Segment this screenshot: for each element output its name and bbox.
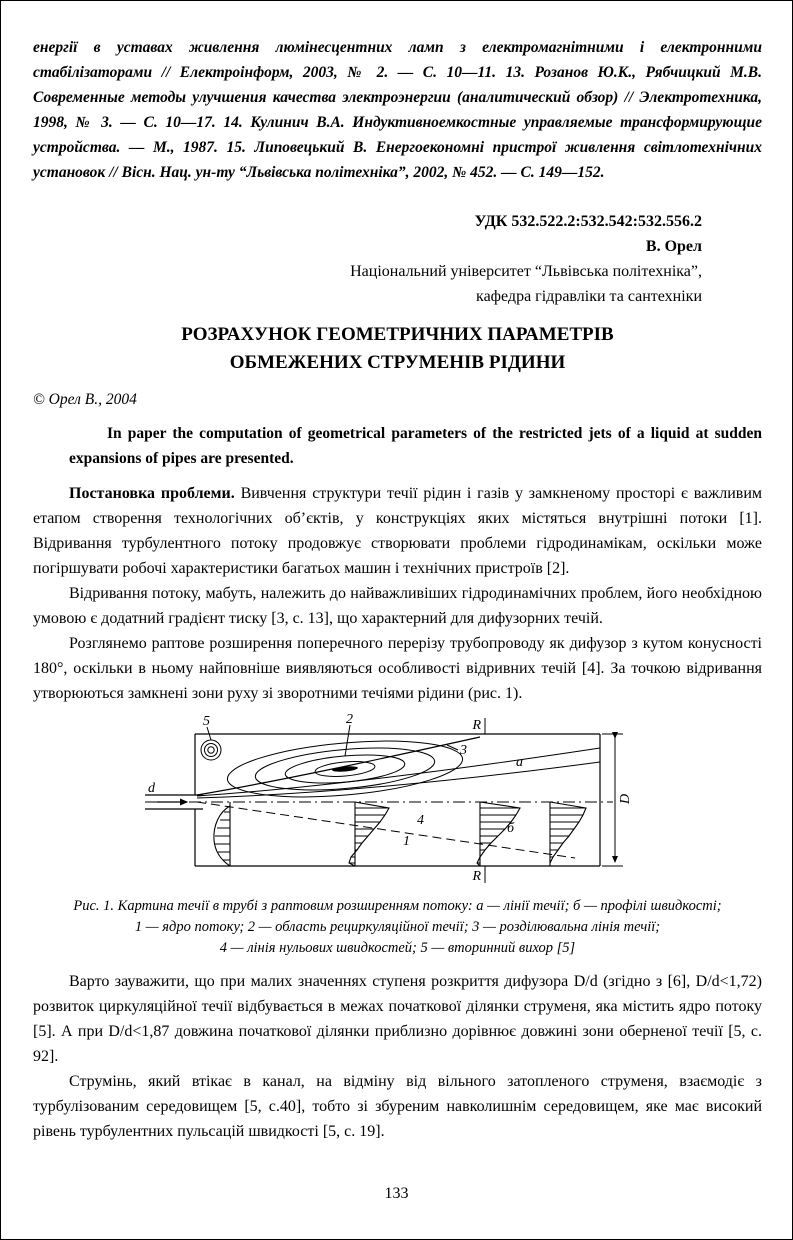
article-title-line-2: ОБМЕЖЕНИХ СТРУМЕНІВ РІДИНИ — [229, 352, 566, 373]
paragraph-lead-in: Постановка проблеми. — [69, 485, 235, 502]
paragraph-4: Варто зауважити, що при малих значеннях ступеня розкриття дифузора D/d (згідно з [6], D/d<1,72) розвиток циркуляційної течії відбувається в межах початкової ділянки струменя, яка містить ядро потоку [5]. А при D/d<1,87 довжина початкової ділянки приблизно дорівнює довжині зони оберненої течії [5, с. 92]. — [33, 973, 762, 1065]
recirculation-contours — [225, 733, 465, 805]
copyright-notice: © Орел В., 2004 — [33, 391, 137, 408]
abstract-text: In paper the computation of geometrical parameters of the restricted jets of a liquid at sudden expansions of pipes are presented. — [69, 425, 762, 467]
label-D: D — [618, 793, 633, 804]
label-R-top: R — [472, 718, 481, 733]
figure-caption-line-1: Рис. 1. Картина течії в трубі з раптовим розширенням потоку: а — лінії течії; б — профілі швидкості; — [73, 898, 722, 914]
paragraph-2: Відривання потоку, мабуть, належить до найважливіших гідродинамічних проблем, його необхідною умовою є додатний градієнт тиску [3, с. 13], що характерний для дифузорних течій. — [33, 585, 762, 627]
label-d: d — [148, 781, 155, 796]
figure-labels — [148, 714, 633, 884]
figure-caption-line-2: 1 — ядро потоку; 2 — область рециркуляційної течії; 3 — розділювальна лінія течії; — [134, 919, 661, 935]
pipe-walls — [195, 734, 600, 866]
article-header — [33, 209, 762, 309]
references-continuation: енергії в уставах живлення люмінесцентних ламп з електромагнітними і електронними стабілізаторами // Електроінформ, 2003, № 2. — С. 10—11. 13. Розанов Ю.К., Рябчицкий М.В. Современные методы улучшения качества электроэнергии (аналитический обзор) // Электротехника, 1998, № 3. — С. 10—17. 14. Кулинич В.А. Индуктивноемкостные управляемые трансформирующие устройства. — М., 1987. 15. Липовецький В. Енергоекономні пристрої живлення світлотехнічних установок // Вісн. Нац. ун-ту “Львівська політехніка”, 2002, № 452. — С. 149—152. — [33, 39, 762, 181]
label-R-bottom: R — [472, 869, 481, 884]
article-title — [33, 321, 762, 377]
label-b: б — [507, 821, 515, 836]
figure-caption — [33, 896, 762, 959]
label-1: 1 — [403, 834, 410, 849]
label-4: 4 — [417, 813, 424, 828]
author-name: В. Орел — [645, 238, 702, 255]
paragraph-3: Розглянемо раптове розширення поперечного перерізу трубопроводу як дифузор з кутом конусності 180°, оскільки в ньому найповніше виявляються особливості відривних течій [4]. За точкою відривання утворюються замкнені зони руху зі зворотними течіями рідини (рис. 1). — [33, 635, 762, 702]
velocity-profiles — [214, 802, 586, 866]
label-a: a — [516, 755, 523, 770]
udc-number: УДК 532.522.2:532.542:532.556.2 — [474, 213, 702, 230]
paragraph-problem-statement — [33, 481, 762, 581]
paragraph-1-text: Вивчення структури течії рідин і газів у замкненому просторі є важливим етапом створення технологічних об’єктів, у конструкціях яких містяться внутрішні потоки [1]. Відривання турбулентного потоку продовжує створювати проблеми гідродинамікам, оскільки може погіршувати робочі характеристики багатьох машин і технічних пристроїв [2]. — [33, 485, 762, 577]
affiliation-line-1: Національний університет “Львівська політехніка”, — [350, 263, 702, 280]
page-number: 133 — [384, 1185, 409, 1202]
figure-caption-line-3: 4 — лінія нульових швидкостей; 5 — вторинний вихор [5] — [219, 940, 576, 956]
affiliation-line-2: кафедра гідравліки та сантехніки — [476, 288, 702, 305]
streamlines — [197, 748, 600, 798]
label-5: 5 — [203, 714, 210, 729]
secondary-vortex-spiral — [201, 727, 221, 760]
label-2-leader — [345, 725, 350, 756]
article-title-line-1: РОЗРАХУНОК ГЕОМЕТРИЧНИХ ПАРАМЕТРІВ — [181, 324, 614, 345]
flow-diagram — [145, 714, 650, 890]
figure-1 — [33, 714, 762, 959]
paragraph-5: Струмінь, який втікає в канал, на відміну від вільного затопленого струменя, взаємодіє з турбулізованим середовищем [5, с.40], тобто зі збуреним навколишнім середовищем, яке має високий рівень турбулентних пульсацій швидкості [5, с. 19]. — [33, 1073, 762, 1140]
label-2: 2 — [346, 714, 353, 727]
label-3: 3 — [460, 743, 467, 758]
